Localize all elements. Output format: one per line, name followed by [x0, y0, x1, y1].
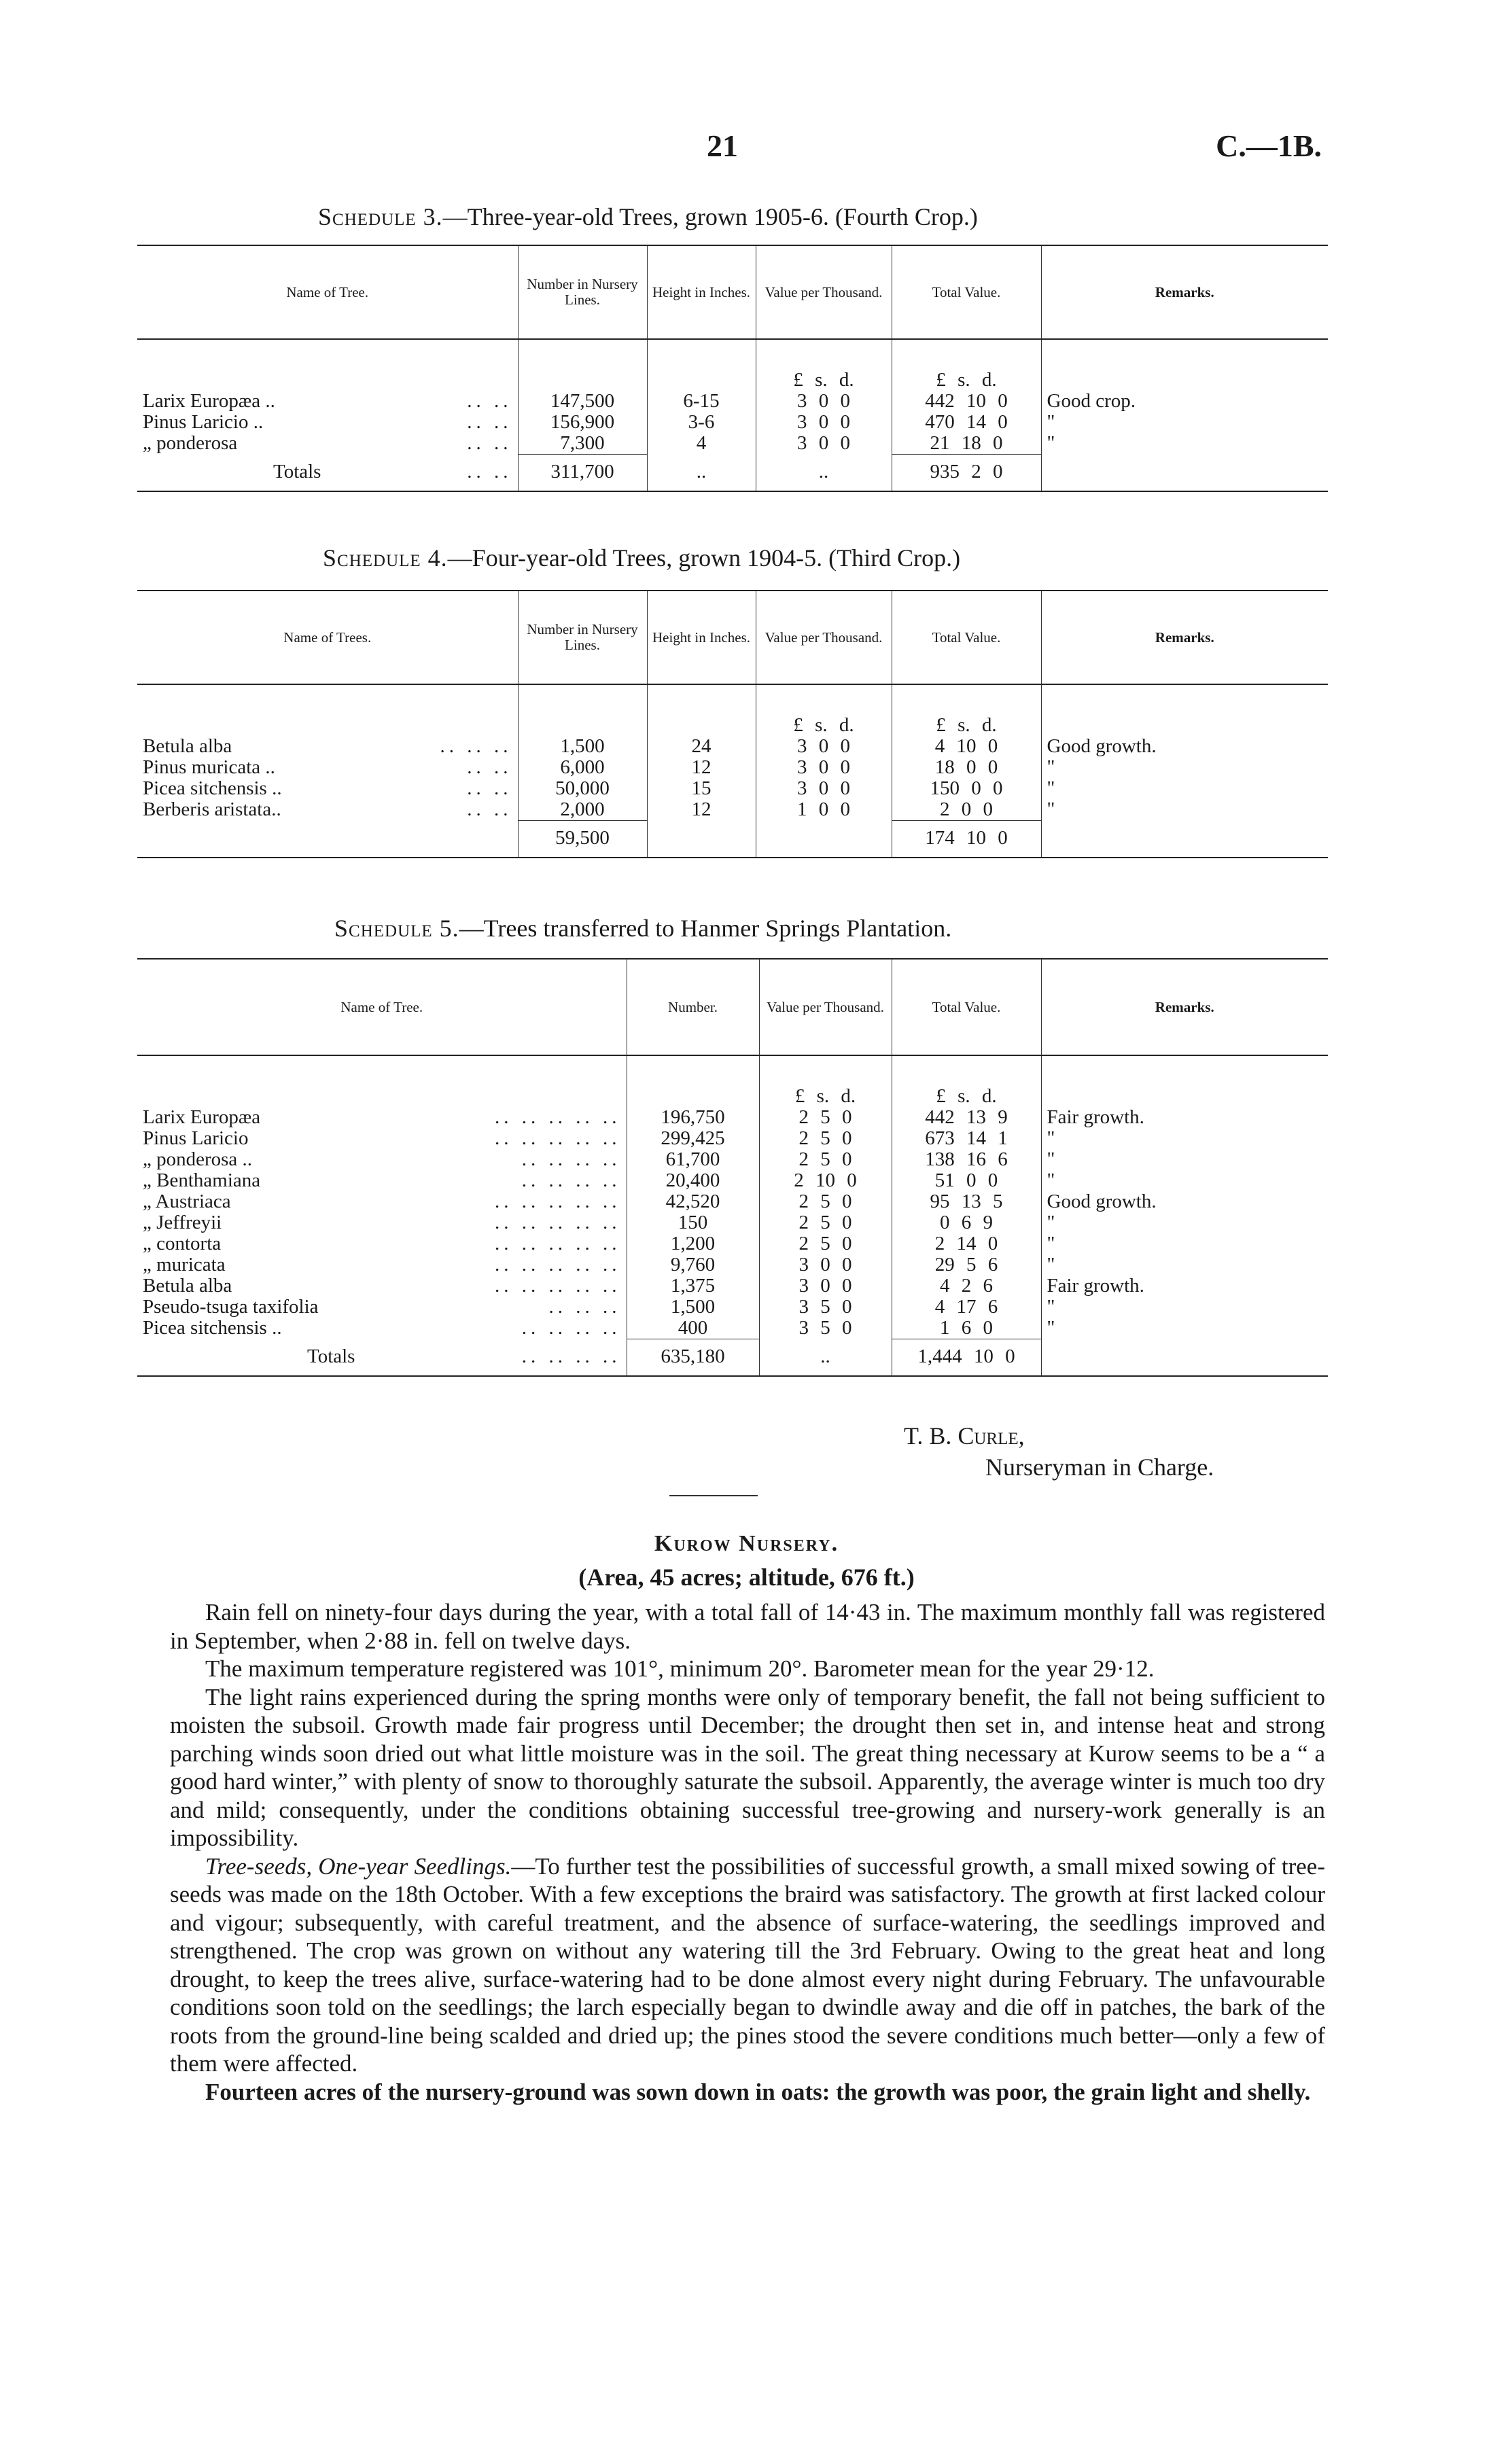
- tree-value: 3 0 0: [756, 412, 892, 433]
- table-row: Pinus Laricio .. .. .. 156,900 3-6 3 0 0 470 14 0 ": [137, 412, 1328, 433]
- tree-number: 147,500: [518, 391, 647, 412]
- page-number: 21: [707, 128, 738, 163]
- section-title: Kurow Nursery.: [654, 1531, 839, 1556]
- tree-name: Larix Europæa: [143, 1106, 261, 1128]
- tree-remarks: ": [1047, 1233, 1055, 1254]
- tree-remarks: Fair growth.: [1047, 1275, 1144, 1297]
- tree-name: „ Benthamiana: [143, 1169, 261, 1191]
- column-header-number: Number in Nursery Lines.: [518, 245, 647, 339]
- column-header-name: Name of Tree.: [137, 245, 518, 339]
- totals-number: 59,500: [518, 821, 647, 858]
- tree-value: 3 0 0: [759, 1254, 892, 1275]
- tree-number: 156,900: [518, 412, 647, 433]
- schedule5-label: Schedule 5.: [334, 915, 459, 942]
- schedule4-title-text: —Four-year-old Trees, grown 1904-5. (Third Crop.): [447, 544, 961, 571]
- tree-name: Pinus Laricio: [143, 1127, 249, 1149]
- tree-name: Picea sitchensis ..: [143, 1317, 282, 1339]
- currency-row: [137, 1083, 1328, 1107]
- totals-height: ..: [647, 455, 756, 492]
- totals-row: Totals .. .. 311,700 .. .. 935 2 0: [137, 455, 1328, 492]
- tree-number: 299,425: [627, 1128, 759, 1149]
- tree-total: 0 6 9: [892, 1212, 1041, 1233]
- table-row: „ ponderosa .. .. 7,300 4 3 0 0 21 18 0 ": [137, 433, 1328, 455]
- paragraph: Fourteen acres of the nursery-ground was sown down in oats: the growth was poor, the grain light and shelly.: [205, 2078, 1311, 2105]
- column-header-name: Name of Trees.: [137, 591, 518, 684]
- totals-number: 635,180: [627, 1339, 759, 1377]
- tree-value: 2 5 0: [759, 1107, 892, 1128]
- tree-total: 51 0 0: [892, 1170, 1041, 1191]
- seedlings-text: —To further test the possibilities of successful growth, a small mixed sowing of tree-seeds was made on the 18th October. With a few exceptions the braird was satisfactory. The growth at first lacked colour and vigour; subsequently, with careful treatment, and the absence of surface-watering, the seedlings improved and strengthened. The crop was grown on without any watering till the 3rd February. Owing to the great heat and long drought, to keep the trees alive, surface-watering had to be done almost every night during February. The unfavourable conditions soon told on the seedlings; the larch especially began to dwindle away and die off in patches, the bark of the roots from the ground-line being scalded and dried up; the pines stood the severe conditions much better—only a few of them were affected.: [170, 1852, 1325, 2077]
- tree-remarks: ": [1047, 1212, 1055, 1233]
- tree-name: Betula alba: [143, 1275, 232, 1297]
- tree-total: 4 17 6: [892, 1297, 1041, 1318]
- tree-number: 20,400: [627, 1170, 759, 1191]
- tree-number: 42,520: [627, 1191, 759, 1212]
- totals-number: 311,700: [518, 455, 647, 492]
- totals-label: Totals: [307, 1345, 355, 1367]
- schedule4-label: Schedule 4.: [323, 544, 448, 571]
- tree-number: 9,760: [627, 1254, 759, 1275]
- tree-total: 29 5 6: [892, 1254, 1041, 1275]
- column-header-remarks: Remarks.: [1041, 245, 1328, 339]
- column-header-total: Total Value.: [892, 591, 1041, 684]
- table-row: Pseudo-tsuga taxifolia .. .. .. 1,500 3 5 0 4 17 6 ": [137, 1297, 1328, 1318]
- totals-total: 174 10 0: [892, 821, 1041, 858]
- tree-value: 2 5 0: [759, 1128, 892, 1149]
- total-currency: £ s. d.: [892, 712, 1041, 736]
- tree-remarks: ": [1047, 1127, 1055, 1149]
- currency-row: [137, 712, 1328, 736]
- table-row: „ ponderosa .. .. .. .. .. 61,700 2 5 0 138 16 6 ": [137, 1149, 1328, 1170]
- table-row: „ contorta .. .. .. .. .. 1,200 2 5 0 2 14 0 ": [137, 1233, 1328, 1254]
- tree-total: 442 13 9: [892, 1107, 1041, 1128]
- tree-value: 3 5 0: [759, 1318, 892, 1339]
- table-row: Pinus muricata .. .. .. 6,000 12 3 0 0 18 0 0 ": [137, 757, 1328, 778]
- tree-total: 2 0 0: [892, 799, 1041, 821]
- tree-height: 6-15: [647, 391, 756, 412]
- paragraph: [170, 1852, 1325, 2078]
- tree-number: 400: [627, 1318, 759, 1339]
- tree-number: 1,375: [627, 1275, 759, 1297]
- table-row: Berberis aristata.. .. .. 2,000 12 1 0 0 2 0 0 ": [137, 799, 1328, 821]
- tree-height: 15: [647, 778, 756, 799]
- tree-remarks: ": [1047, 1254, 1055, 1275]
- tree-number: 150: [627, 1212, 759, 1233]
- paragraph: Rain fell on ninety-four days during the year, with a total fall of 14·43 in. The maximum monthly fall was registered in September, when 2·88 in. fell on twelve days.: [170, 1599, 1325, 1654]
- tree-number: 1,500: [518, 736, 647, 757]
- tree-number: 61,700: [627, 1149, 759, 1170]
- schedule5-table: [137, 958, 1328, 1377]
- column-header-height: Height in Inches.: [647, 591, 756, 684]
- tree-name: Larix Europæa ..: [143, 390, 275, 412]
- tree-remarks: ": [1047, 432, 1055, 454]
- signature-name: T. B. Curle,: [904, 1422, 1025, 1449]
- tree-total: 673 14 1: [892, 1128, 1041, 1149]
- section-body: [170, 1598, 1325, 2106]
- tree-number: 6,000: [518, 757, 647, 778]
- table-row: „ Jeffreyii .. .. .. .. .. 150 2 5 0 0 6 9 ": [137, 1212, 1328, 1233]
- schedule3-title: [318, 203, 978, 231]
- tree-name: Betula alba: [143, 735, 232, 757]
- table-row: Larix Europæa .. .. .. .. .. 196,750 2 5 0 442 13 9 Fair growth.: [137, 1107, 1328, 1128]
- tree-value: 2 10 0: [759, 1170, 892, 1191]
- column-header-height: Height in Inches.: [647, 245, 756, 339]
- tree-number: 2,000: [518, 799, 647, 821]
- value-currency: £ s. d.: [759, 1083, 892, 1107]
- tree-number: 196,750: [627, 1107, 759, 1128]
- tree-remarks: ": [1047, 777, 1055, 799]
- tree-value: 3 0 0: [759, 1275, 892, 1297]
- tree-value: 3 5 0: [759, 1297, 892, 1318]
- totals-label: Totals: [273, 460, 321, 482]
- tree-name: „ Austriaca: [143, 1191, 231, 1212]
- column-header-name: Name of Tree.: [137, 959, 627, 1055]
- tree-value: 3 0 0: [756, 736, 892, 757]
- totals-total: 1,444 10 0: [892, 1339, 1041, 1377]
- tree-name: Berberis aristata..: [143, 798, 281, 820]
- tree-remarks: ": [1047, 411, 1055, 433]
- tree-height: 3-6: [647, 412, 756, 433]
- signature-role: Nurseryman in Charge.: [985, 1454, 1214, 1481]
- tree-value: 3 0 0: [756, 433, 892, 455]
- tree-name: „ muricata: [143, 1254, 226, 1275]
- tree-number: 50,000: [518, 778, 647, 799]
- column-header-total: Total Value.: [892, 959, 1041, 1055]
- tree-remarks: Good crop.: [1047, 390, 1136, 412]
- table-row: Larix Europæa .. .. .. 147,500 6-15 3 0 0 442 10 0 Good crop.: [137, 391, 1328, 412]
- schedule5-title: [334, 914, 951, 943]
- seedlings-heading: Tree-seeds, One-year Seedlings.: [205, 1852, 512, 1880]
- tree-total: 150 0 0: [892, 778, 1041, 799]
- tree-total: 1 6 0: [892, 1318, 1041, 1339]
- tree-value: 3 0 0: [756, 757, 892, 778]
- schedule4-title: [323, 544, 960, 572]
- document-reference: C.—1B.: [1216, 128, 1322, 163]
- tree-value: 2 5 0: [759, 1233, 892, 1254]
- totals-label: [137, 821, 518, 858]
- column-header-number: Number in Nursery Lines.: [518, 591, 647, 684]
- schedule3-table: [137, 245, 1328, 492]
- tree-total: 95 13 5: [892, 1191, 1041, 1212]
- tree-total: 2 14 0: [892, 1233, 1041, 1254]
- column-header-value: Value per Thousand.: [756, 245, 892, 339]
- tree-total: 18 0 0: [892, 757, 1041, 778]
- totals-value: [756, 821, 892, 858]
- tree-remarks: ": [1047, 756, 1055, 778]
- column-header-number: Number.: [627, 959, 759, 1055]
- totals-total: 935 2 0: [892, 455, 1041, 492]
- total-currency: £ s. d.: [892, 1083, 1041, 1107]
- tree-name: „ contorta: [143, 1233, 222, 1254]
- column-header-total: Total Value.: [892, 245, 1041, 339]
- column-header-remarks: Remarks.: [1041, 959, 1328, 1055]
- section-subtitle: (Area, 45 acres; altitude, 676 ft.): [578, 1564, 915, 1591]
- tree-remarks: ": [1047, 1148, 1055, 1170]
- schedule5-title-text: —Trees transferred to Hanmer Springs Plantation.: [459, 915, 952, 942]
- tree-name: Picea sitchensis ..: [143, 777, 282, 799]
- tree-name: Pseudo-tsuga taxifolia: [143, 1296, 319, 1318]
- tree-name: „ ponderosa ..: [143, 1148, 253, 1170]
- tree-height: 12: [647, 799, 756, 821]
- tree-value: 2 5 0: [759, 1191, 892, 1212]
- tree-total: 4 10 0: [892, 736, 1041, 757]
- tree-total: 21 18 0: [892, 433, 1041, 455]
- tree-number: 1,200: [627, 1233, 759, 1254]
- schedule3-title-text: —Three-year-old Trees, grown 1905-6. (Fourth Crop.): [442, 203, 978, 230]
- tree-total: 442 10 0: [892, 391, 1041, 412]
- tree-height: 24: [647, 736, 756, 757]
- tree-name: „ Jeffreyii: [143, 1212, 222, 1233]
- table-row: Picea sitchensis .. .. .. 50,000 15 3 0 0 150 0 0 ": [137, 778, 1328, 799]
- tree-number: 7,300: [518, 433, 647, 455]
- tree-remarks: ": [1047, 798, 1055, 820]
- table-row: „ Austriaca .. .. .. .. .. 42,520 2 5 0 95 13 5 Good growth.: [137, 1191, 1328, 1212]
- tree-name: Pinus muricata ..: [143, 756, 275, 778]
- tree-height: 12: [647, 757, 756, 778]
- value-currency: £ s. d.: [756, 367, 892, 391]
- table-row: Pinus Laricio .. .. .. .. .. 299,425 2 5 0 673 14 1 ": [137, 1128, 1328, 1149]
- signature: [904, 1420, 1214, 1483]
- paragraph: The light rains experienced during the spring months were only of temporary benefit, the fall not being sufficient to moisten the subsoil. Growth made fair progress until December; the drought then set in, and intense heat and strong parching winds soon dried out what little moisture was in the soil. The great thing necessary at Kurow seems to be a “ a good hard winter,” with plenty of snow to thoroughly saturate the subsoil. Apparently, the average winter is much too dry and mild; consequently, under the conditions obtaining successful tree-growing and nursery-work generally is an impossibility.: [170, 1683, 1325, 1851]
- tree-height: 4: [647, 433, 756, 455]
- totals-height: [647, 821, 756, 858]
- column-header-value: Value per Thousand.: [756, 591, 892, 684]
- total-currency: £ s. d.: [892, 367, 1041, 391]
- table-row: Betula alba .. .. .. .. .. 1,375 3 0 0 4 2 6 Fair growth.: [137, 1275, 1328, 1297]
- currency-row: [137, 367, 1328, 391]
- column-header-value: Value per Thousand.: [759, 959, 892, 1055]
- tree-value: 3 0 0: [756, 778, 892, 799]
- tree-remarks: Good growth.: [1047, 1191, 1157, 1212]
- tree-remarks: ": [1047, 1317, 1055, 1339]
- tree-total: 470 14 0: [892, 412, 1041, 433]
- value-currency: £ s. d.: [756, 712, 892, 736]
- table-row: „ Benthamiana .. .. .. .. 20,400 2 10 0 51 0 0 ": [137, 1170, 1328, 1191]
- section-divider: [669, 1495, 758, 1496]
- table-row: „ muricata .. .. .. .. .. 9,760 3 0 0 29 5 6 ": [137, 1254, 1328, 1275]
- tree-value: 1 0 0: [756, 799, 892, 821]
- tree-name: Pinus Laricio ..: [143, 411, 264, 433]
- schedule3-label: Schedule 3.: [318, 203, 443, 230]
- tree-total: 138 16 6: [892, 1149, 1041, 1170]
- table-row: Picea sitchensis .. .. .. .. .. 400 3 5 0 1 6 0 ": [137, 1318, 1328, 1339]
- totals-row: Totals .. .. .. .. 635,180 .. 1,444 10 0: [137, 1339, 1328, 1377]
- tree-total: 4 2 6: [892, 1275, 1041, 1297]
- tree-remarks: ": [1047, 1296, 1055, 1318]
- tree-remarks: ": [1047, 1169, 1055, 1191]
- tree-value: 2 5 0: [759, 1149, 892, 1170]
- schedule4-table: [137, 590, 1328, 858]
- tree-remarks: Fair growth.: [1047, 1106, 1144, 1128]
- column-header-remarks: Remarks.: [1041, 591, 1328, 684]
- tree-remarks: Good growth.: [1047, 735, 1157, 757]
- totals-row: [137, 821, 1328, 858]
- table-row: Betula alba .. .. .. 1,500 24 3 0 0 4 10 0 Good growth.: [137, 736, 1328, 757]
- tree-value: 3 0 0: [756, 391, 892, 412]
- tree-number: 1,500: [627, 1297, 759, 1318]
- totals-value: ..: [756, 455, 892, 492]
- paragraph: The maximum temperature registered was 101°, minimum 20°. Barometer mean for the year 29·12.: [205, 1655, 1155, 1682]
- tree-value: 2 5 0: [759, 1212, 892, 1233]
- totals-value: ..: [759, 1339, 892, 1377]
- tree-name: „ ponderosa: [143, 432, 238, 454]
